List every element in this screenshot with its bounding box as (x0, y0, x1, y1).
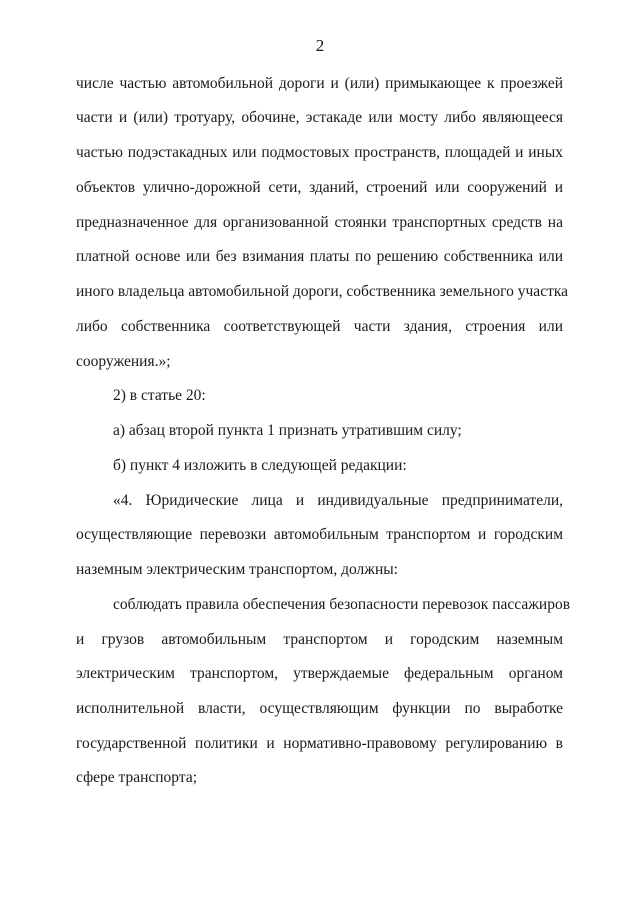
text-line: части и (или) тротуару, обочине, эстакаде или мосту либо являющееся (76, 109, 563, 126)
text-line: а) абзац второй пункта 1 признать утратившим силу; (113, 422, 462, 439)
page-number: 2 (315, 36, 325, 55)
text-line: и грузов автомобильным транспортом и городским наземным (76, 631, 563, 648)
text-line: сфере транспорта; (76, 769, 198, 786)
text-line: объектов улично-дорожной сети, зданий, строений или сооружений и (76, 179, 563, 196)
text-line: государственной политики и нормативно-правовому регулированию в (76, 735, 563, 752)
text-line: электрическим транспортом, утверждаемые федеральным органом (76, 665, 563, 682)
text-line: наземным электрическим транспортом, должны: (76, 561, 398, 578)
text-line: б) пункт 4 изложить в следующей редакции: (113, 457, 407, 474)
text-line: сооружения.»; (76, 353, 171, 370)
text-line: иного владельца автомобильной дороги, собственника земельного участка (76, 283, 569, 300)
text-line: осуществляющие перевозки автомобильным транспортом и городским (76, 526, 563, 543)
text-line: частью подэстакадных или подмостовых пространств, площадей и иных (76, 144, 563, 161)
text-line: 2) в статье 20: (113, 387, 206, 404)
text-line: предназначенное для организованной стоянки транспортных средств на (76, 214, 563, 231)
text-line: числе частью автомобильной дороги и (или) примыкающее к проезжей (76, 75, 563, 92)
text-line: исполнительной власти, осуществляющим функции по выработке (76, 700, 563, 717)
text-line: соблюдать правила обеспечения безопасности перевозок пассажиров (113, 596, 571, 613)
text-line: «4. Юридические лица и индивидуальные предприниматели, (113, 492, 563, 509)
text-line: либо собственника соответствующей части здания, строения или (76, 318, 563, 335)
text-line: платной основе или без взимания платы по решению собственника или (76, 248, 563, 265)
